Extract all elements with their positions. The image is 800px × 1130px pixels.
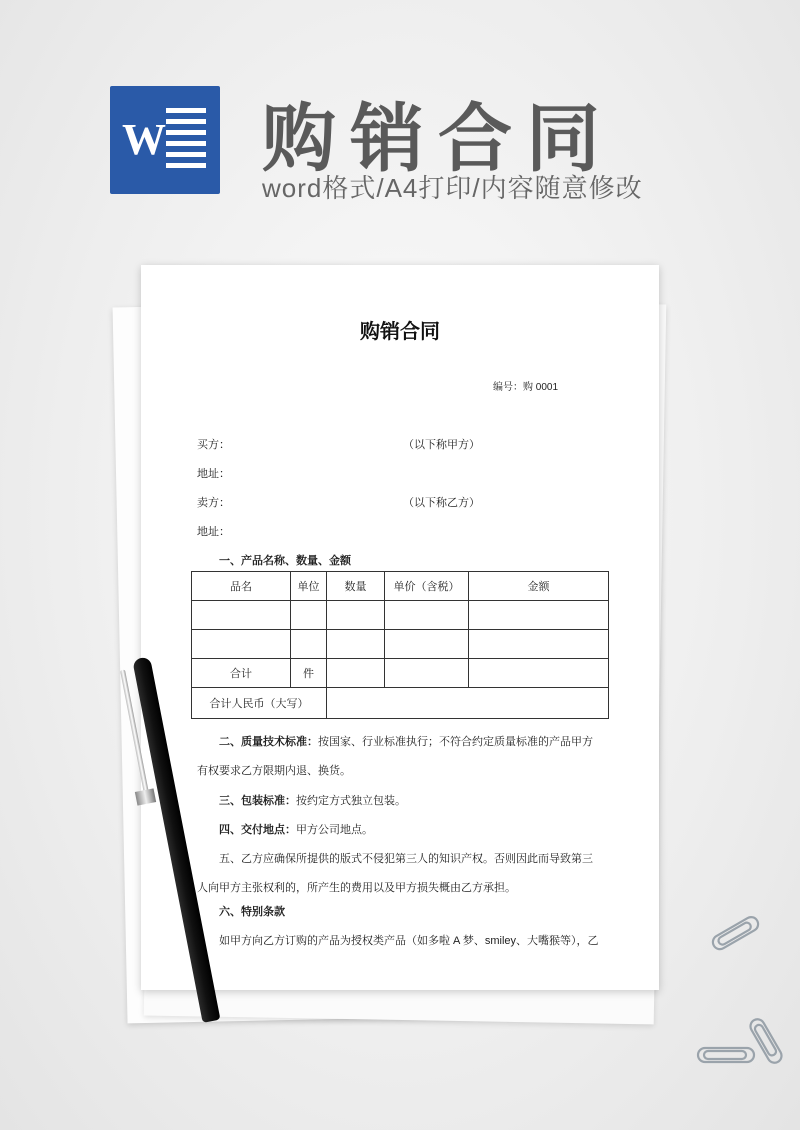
word-logo-letter: W <box>122 115 166 164</box>
table-header: 金额 <box>469 572 609 601</box>
seller-label: 卖方： <box>197 497 230 509</box>
table-header-row <box>192 572 609 601</box>
section4-text: 甲方公司地点。 <box>296 824 373 836</box>
section2-line1 <box>219 733 593 749</box>
total-unit: 件 <box>291 659 327 688</box>
section4-title: 四、交付地点： <box>219 824 296 836</box>
seller-note: （以下称乙方） <box>403 497 480 509</box>
table-header: 单价（含税） <box>385 572 469 601</box>
section5-line2: 人向甲方主张权利的，所产生的费用以及甲方损失概由乙方承担。 <box>197 882 516 894</box>
document-number: 编号：购 0001 <box>493 382 559 393</box>
paperclip-icon <box>694 1042 758 1068</box>
section3-title: 三、包装标准： <box>219 795 296 807</box>
banner-subtitle: word格式/A4打印/内容随意修改 <box>262 173 643 203</box>
document-title: 购销合同 <box>360 321 440 343</box>
section6-title: 六、特别条款 <box>219 906 285 918</box>
total-label: 合计 <box>192 659 291 688</box>
banner-title: 购销合同 <box>262 97 614 180</box>
section2-text: 按国家、行业标准执行；不符合约定质量标准的产品甲方 <box>318 736 593 748</box>
buyer-address-label: 地址： <box>197 468 230 480</box>
table-rmb-row <box>192 688 609 719</box>
section2-title: 二、质量技术标准： <box>219 736 318 748</box>
section6-text: 如甲方向乙方订购的产品为授权类产品（如多啦 A 梦、smiley、大嘴猴等），乙 <box>219 935 599 947</box>
buyer-label: 买方： <box>197 439 230 451</box>
seller-address-label: 地址： <box>197 526 230 538</box>
section3-text: 按约定方式独立包装。 <box>296 795 406 807</box>
table-header: 单位 <box>291 572 327 601</box>
table-header: 品名 <box>192 572 291 601</box>
word-logo-icon <box>110 86 220 194</box>
paperclip-icon <box>705 912 767 956</box>
section5-line1: 五、乙方应确保所提供的版式不侵犯第三人的知识产权。否则因此而导致第三 <box>219 853 593 865</box>
table-header: 数量 <box>327 572 385 601</box>
table-row <box>192 601 609 630</box>
table-total-row <box>192 659 609 688</box>
rmb-total-label: 合计人民币（大写） <box>192 688 327 719</box>
section1-title: 一、产品名称、数量、金额 <box>219 555 351 567</box>
section4-line <box>219 821 373 837</box>
document-page <box>141 265 659 990</box>
table-row <box>192 630 609 659</box>
goods-table <box>191 571 609 719</box>
section2-line2: 有权要求乙方限期内退、换货。 <box>197 765 351 777</box>
buyer-note: （以下称甲方） <box>403 439 480 451</box>
section3-line <box>219 792 406 808</box>
